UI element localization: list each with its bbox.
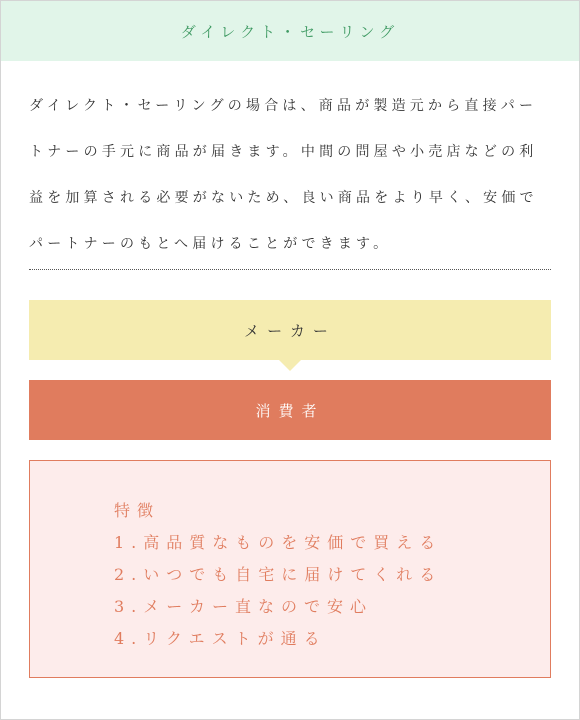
feature-item: 3.メーカー直なので安心 xyxy=(114,597,373,616)
feature-item: 4.リクエストが通る xyxy=(114,629,327,648)
consumer-label: 消費者 xyxy=(255,401,325,420)
feature-item: 1.高品質なものを安価で買える xyxy=(114,533,443,552)
header-bar xyxy=(1,1,579,61)
features-box xyxy=(29,460,551,678)
consumer-box xyxy=(29,380,551,440)
maker-box xyxy=(29,300,551,360)
dotted-divider xyxy=(29,269,551,270)
page-title: ダイレクト・セーリング xyxy=(180,22,400,41)
maker-label: メーカー xyxy=(244,321,336,340)
features-heading: 特徴 xyxy=(114,501,161,520)
feature-item: 2.いつでも自宅に届けてくれる xyxy=(114,565,443,584)
intro-paragraph: ダイレクト・セーリングの場合は、商品が製造元から直接パートナーの手元に商品が届きます。中間の問屋や小売店などの利益を加算される必要がないため、良い商品をより早く、安価でパートナーのもとへ届けることができます。 xyxy=(29,98,538,252)
down-arrow-icon xyxy=(279,360,301,371)
